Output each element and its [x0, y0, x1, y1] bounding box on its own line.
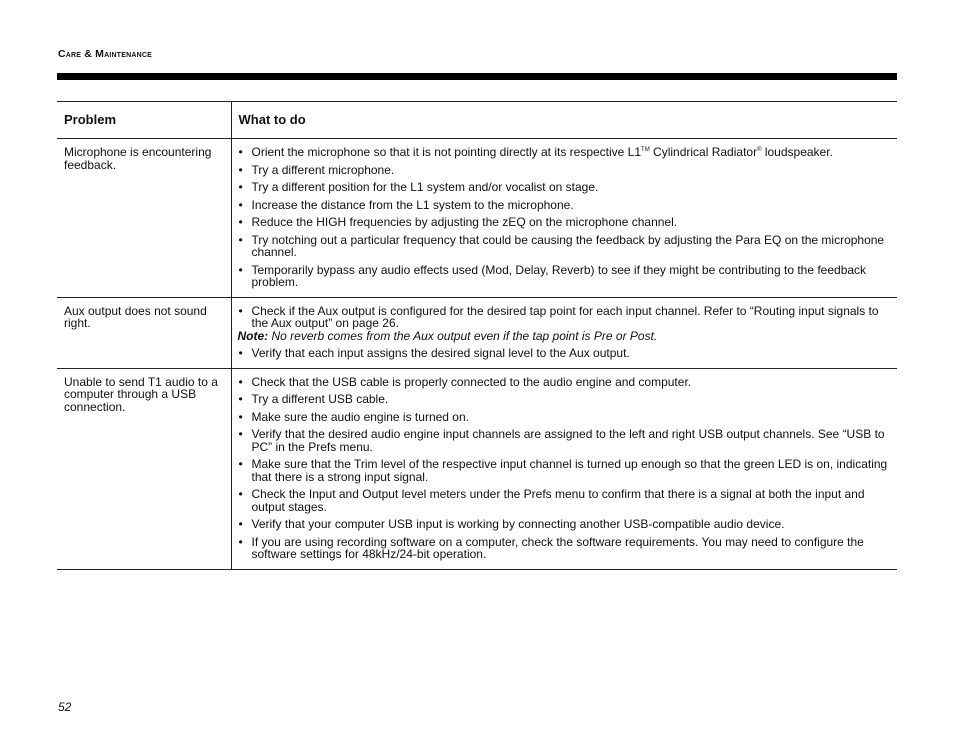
solution-list — [238, 146, 892, 289]
list-item: • Try a different USB cable. — [238, 393, 892, 406]
list-item: • Check if the Aux output is configured for the desired tap point for each input channel. Refer to “Routing input signals to the Aux output” on page 26. — [238, 305, 892, 330]
note — [238, 330, 892, 343]
solution-cell — [231, 368, 897, 569]
troubleshooting-table — [57, 101, 897, 570]
solution-cell — [231, 139, 897, 298]
list-item: • Make sure that the Trim level of the respective input channel is turned up enough so that the green LED is on, indicating that there is a strong input signal. — [238, 458, 892, 483]
list-item: • Try notching out a particular frequency that could be causing the feedback by adjusting the Para EQ on the microphone channel. — [238, 234, 892, 259]
list-item: • Check that the USB cable is properly connected to the audio engine and computer. — [238, 376, 892, 389]
note-label: Note: — [237, 328, 269, 343]
list-item: • Check the Input and Output level meters under the Prefs menu to confirm that there is a signal at both the input and output stages. — [238, 488, 892, 513]
list-item: • Make sure the audio engine is turned on. — [238, 411, 892, 424]
page-number: 52 — [58, 700, 72, 714]
list-item: • If you are using recording software on a computer, check the software requirements. You may need to configure the software settings for 48kHz/24-bit operation. — [238, 536, 892, 561]
section-header: Care & Maintenance — [58, 48, 153, 60]
list-item: • Increase the distance from the L1 system to the microphone. — [238, 199, 892, 212]
problem-cell: Unable to send T1 audio to a computer through a USB connection. — [57, 368, 231, 569]
table-row — [57, 139, 897, 298]
list-item: • Verify that the desired audio engine input channels are assigned to the left and right USB output channels. See “USB to PC” in the Prefs menu. — [238, 428, 892, 453]
table-row — [57, 368, 897, 569]
list-item: • Verify that your computer USB input is working by connecting another USB-compatible audio device. — [238, 518, 892, 531]
problem-cell: Microphone is encountering feedback. — [57, 139, 231, 298]
list-item: • Temporarily bypass any audio effects used (Mod, Delay, Reverb) to see if they might be contributing to the feedback problem. — [238, 264, 892, 289]
solution-list — [238, 347, 892, 360]
table-row — [57, 297, 897, 368]
note-text: No reverb comes from the Aux output even if the tap point is Pre or Post. — [268, 328, 658, 343]
solution-cell — [231, 297, 897, 368]
header-rule — [57, 73, 897, 80]
list-item: • Verify that each input assigns the desired signal level to the Aux output. — [238, 347, 892, 360]
list-item: • Try a different microphone. — [238, 164, 892, 177]
list-item: • Orient the microphone so that it is not pointing directly at its respective L1™ Cylindrical Radiator® loudspeaker. — [238, 146, 892, 159]
column-header-problem: Problem — [57, 102, 231, 139]
solution-list — [238, 376, 892, 561]
problem-cell: Aux output does not sound right. — [57, 297, 231, 368]
list-item: • Reduce the HIGH frequencies by adjusting the zEQ on the microphone channel. — [238, 216, 892, 229]
column-header-what-to-do: What to do — [231, 102, 897, 139]
table-header-row — [57, 102, 897, 139]
solution-list — [238, 305, 892, 330]
list-item: • Try a different position for the L1 system and/or vocalist on stage. — [238, 181, 892, 194]
